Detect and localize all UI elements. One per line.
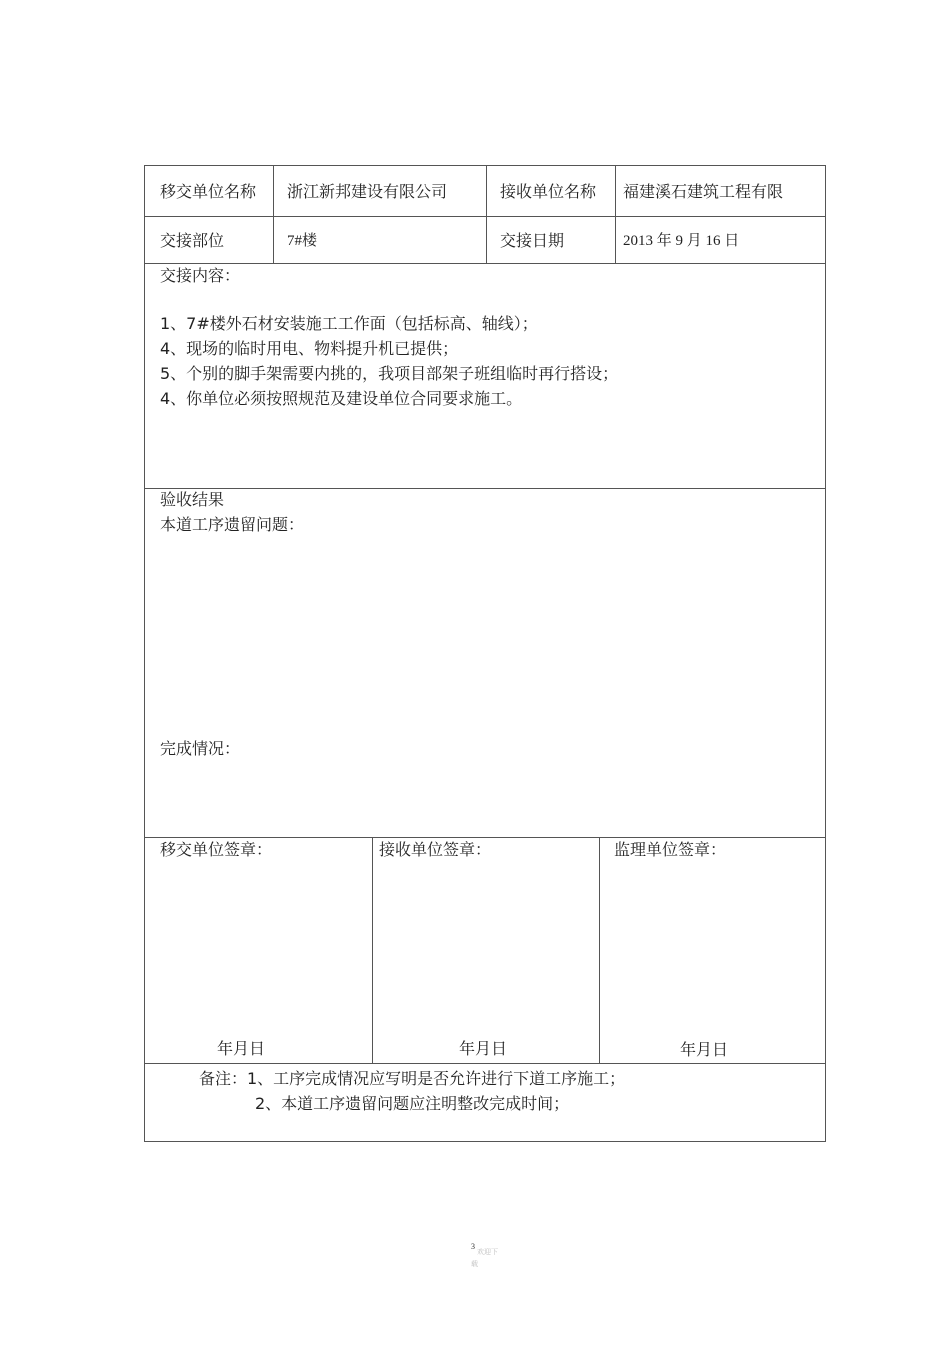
transfer-signature-label: 移交单位签章： [160,840,273,859]
row-divider [145,263,825,264]
supervision-signature-label: 监理单位签章： [614,840,727,859]
transfer-date-label: 年月日 [217,1039,266,1058]
watermark-text: 欢迎下 [477,1248,498,1256]
transfer-unit-label: 移交单位名称 [160,182,257,201]
content-title: 交接内容： [160,266,241,285]
column-divider [273,166,274,263]
content-item: 4、你单位必须按照规范及建设单位合同要求施工。 [160,389,523,408]
transfer-unit-value: 浙江新邦建设有限公司 [287,182,448,201]
column-divider [372,837,373,1063]
receive-unit-value: 福建溪石建筑工程有限 [623,182,784,201]
column-divider [486,166,487,263]
handover-part-label: 交接部位 [160,231,225,250]
row-divider [145,216,825,217]
column-divider [615,166,616,263]
remaining-issues-label: 本道工序遗留问题： [160,515,305,534]
notes-line-2: 2、本道工序遗留问题应注明整改完成时间； [255,1094,570,1113]
watermark-text: 载 [471,1260,478,1268]
receive-unit-label: 接收单位名称 [500,182,597,201]
row-divider [145,1063,825,1064]
page-number: 3 [471,1242,475,1251]
content-item: 5、个别的脚手架需要内挑的，我项目部架子班组临时再行搭设； [160,364,619,383]
row-divider [145,488,825,489]
acceptance-title: 验收结果 [160,490,225,509]
receive-signature-label: 接收单位签章： [379,840,492,859]
content-item: 4、现场的临时用电、物料提升机已提供； [160,339,459,358]
notes-line-1: 备注：1、工序完成情况应写明是否允许进行下道工序施工； [199,1069,626,1088]
content-item: 1、7#楼外石材安装施工工作面（包括标高、轴线）； [160,314,538,333]
receive-date-label: 年月日 [459,1039,508,1058]
handover-date-label: 交接日期 [500,231,565,250]
column-divider [599,837,600,1063]
completion-label: 完成情况： [160,739,241,758]
supervision-date-label: 年月日 [680,1040,729,1059]
handover-part-value: 7#楼 [287,233,318,249]
handover-form-table [144,165,826,1142]
handover-date-value: 2013 年 9 月 16 日 [623,233,740,249]
